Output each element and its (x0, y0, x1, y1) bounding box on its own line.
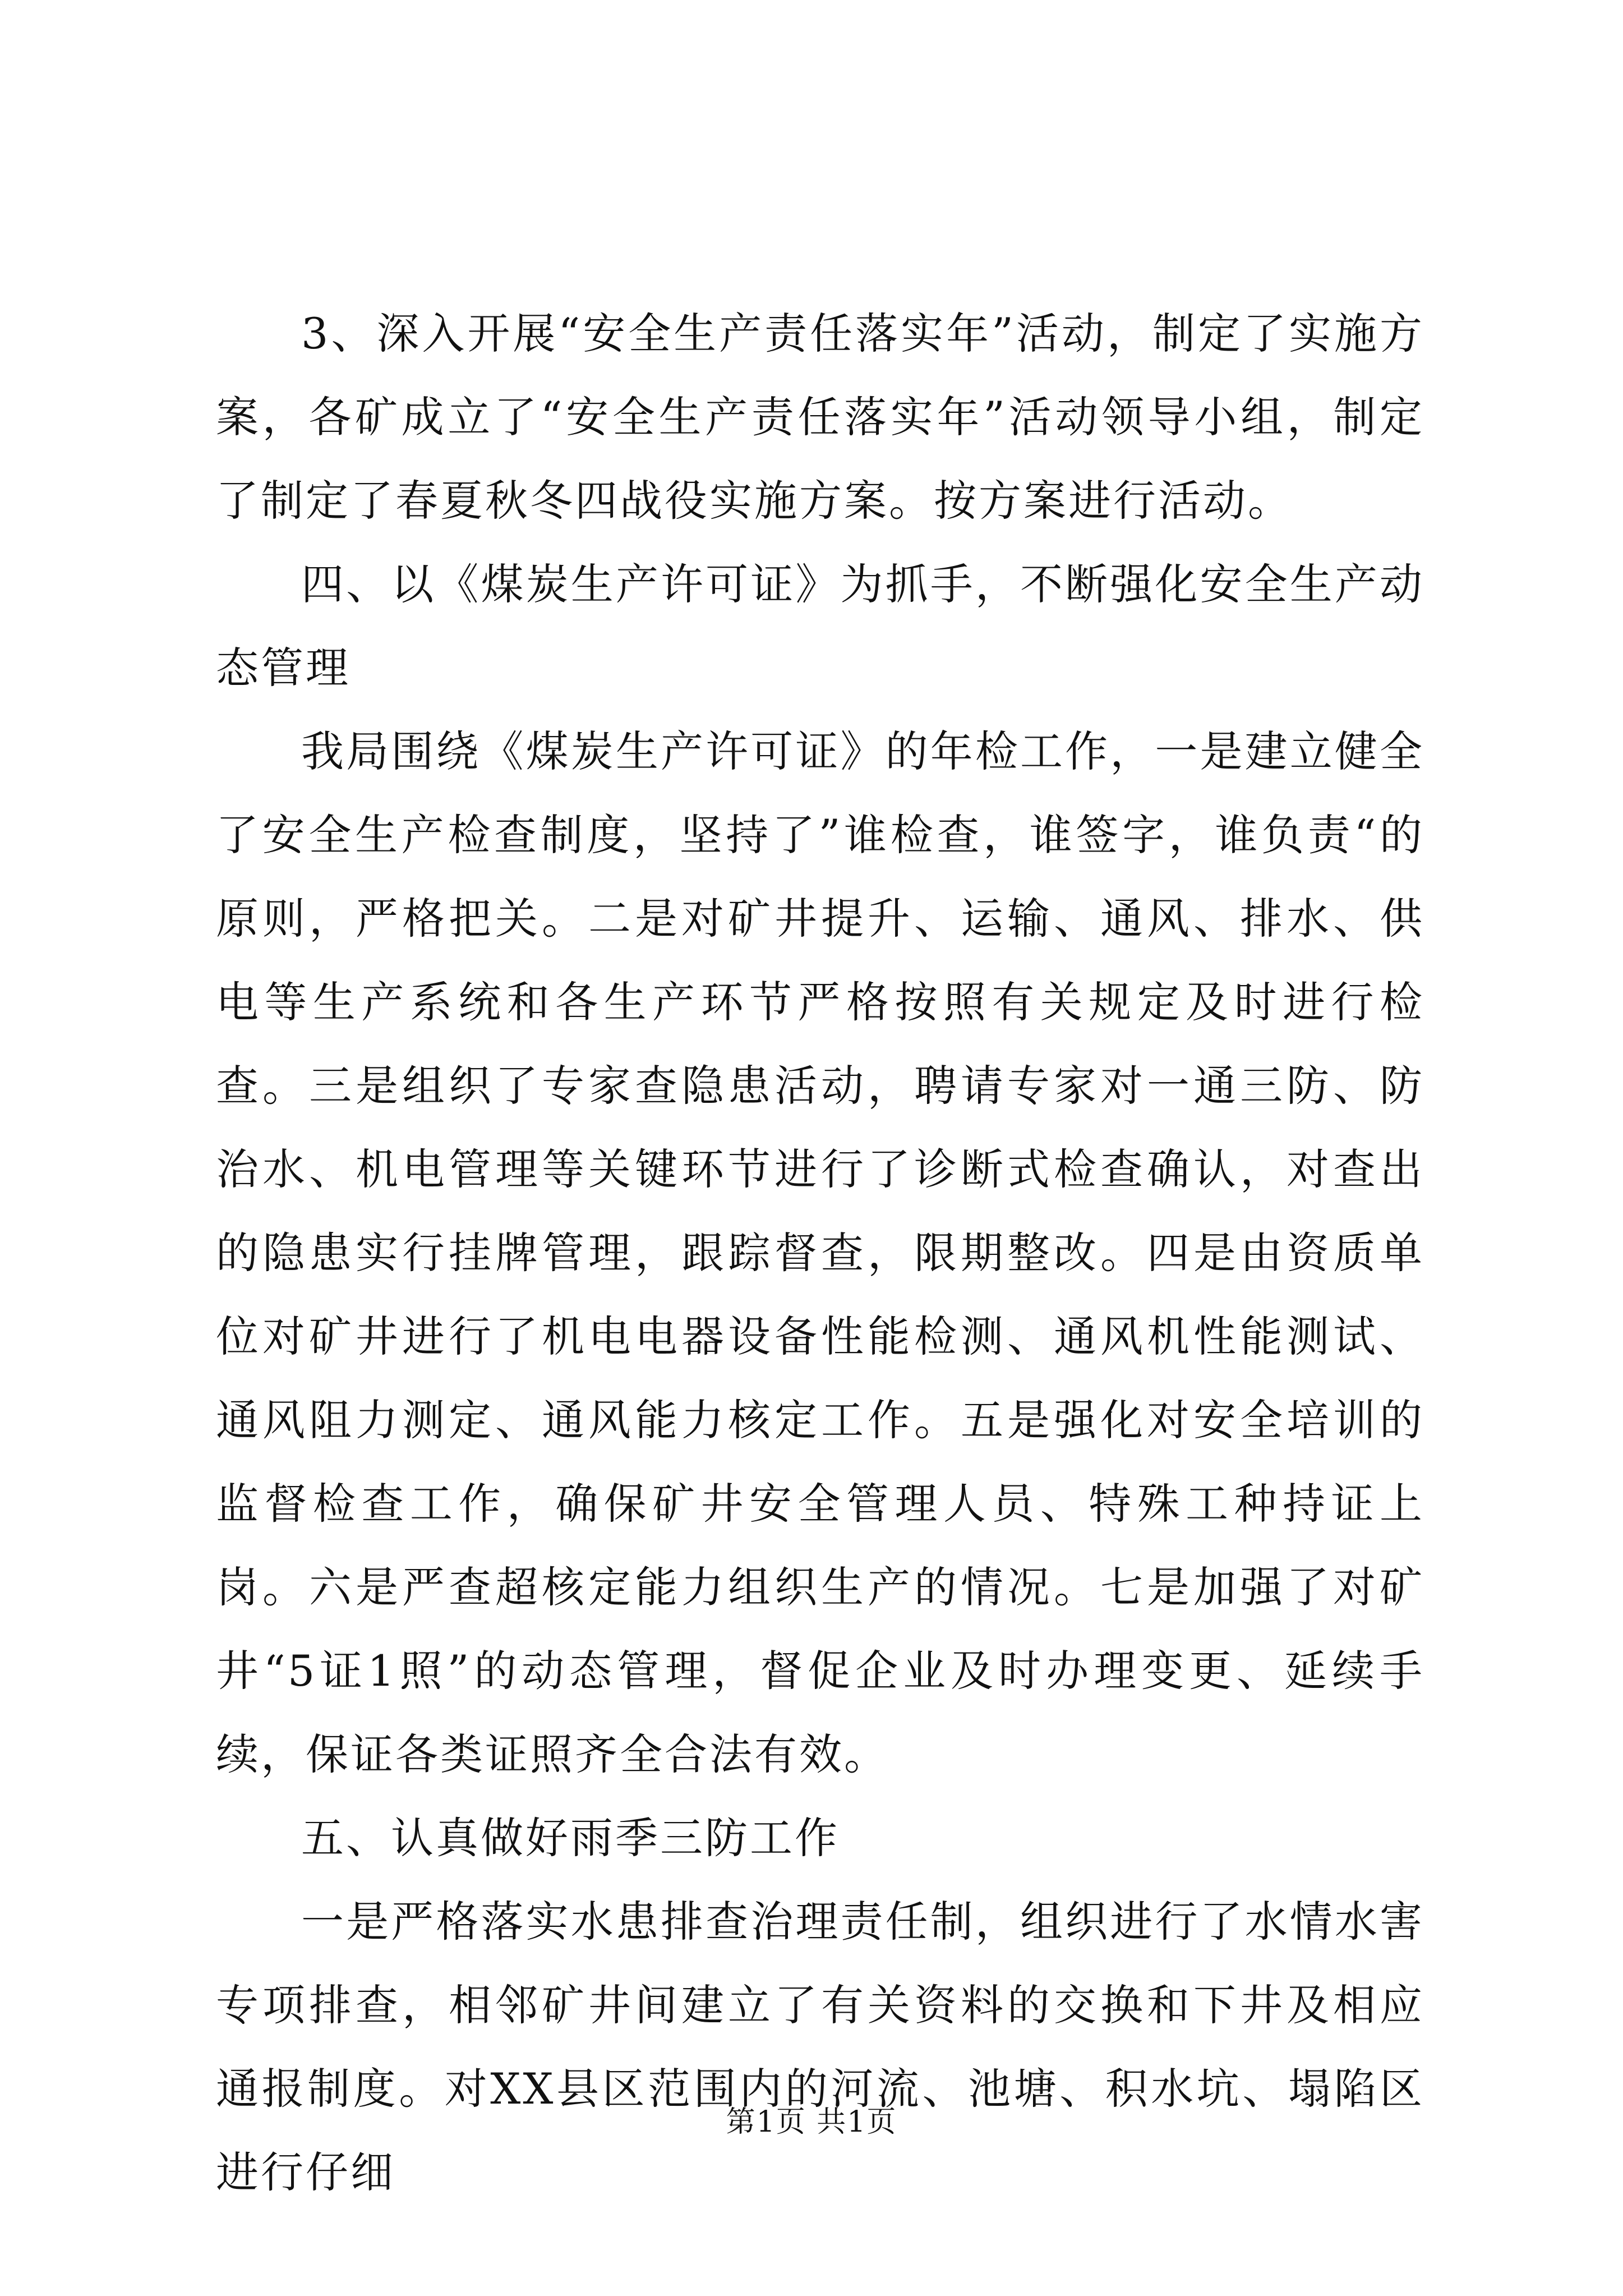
paragraph-license-annual-inspection: 我局围绕《煤炭生产许可证》的年检工作，一是建立健全了安全生产检查制度，坚持了”谁检查，谁签字，谁负责“的原则，严格把关。二是对矿井提升、运输、通风、排水、供电等生产系统和各生产环节严格按照有关规定及时进行检查。三是组织了专家查隐患活动，聘请专家对一通三防、防治水、机电管理等关键环节进行了诊断式检查确认，对查出的隐患实行挂牌管理，跟踪督查，限期整改。四是由资质单位对矿井进行了机电电器设备性能检测、通风机性能测试、通风阻力测定、通风能力核定工作。五是强化对安全培训的监督检查工作，确保矿井安全管理人员、特殊工种持证上岗。六是严查超核定能力组织生产的情况。七是加强了对矿井“5证1照”的动态管理，督促企业及时办理变更、延续手续，保证各类证照齐全合法有效。 (216, 726, 1424, 1779)
paragraph-flood-prevention: 一是严格落实水患排查治理责任制，组织进行了水情水害专项排查，相邻矿井间建立了有关资料的交换和下井及相应通报制度。对XX县区范围内的河流、池塘、积水坑、塌陷区进行仔细 (216, 1897, 1424, 2197)
page-footer: 第1页 共1页 (726, 2105, 897, 2139)
section-heading-rainy-season: 五、认真做好雨季三防工作 (301, 1813, 840, 1863)
document-body (216, 292, 1424, 2214)
paragraph-item-3-implementation: 3、深入开展“安全生产责任落实年”活动，制定了实施方案，各矿成立了“安全生产责任落实年”活动领导小组，制定了制定了春夏秋冬四战役实施方案。按方案进行活动。 (216, 309, 1424, 526)
section-heading-license-management: 四、以《煤炭生产许可证》为抓手，不断强化安全生产动态管理 (216, 559, 1424, 693)
